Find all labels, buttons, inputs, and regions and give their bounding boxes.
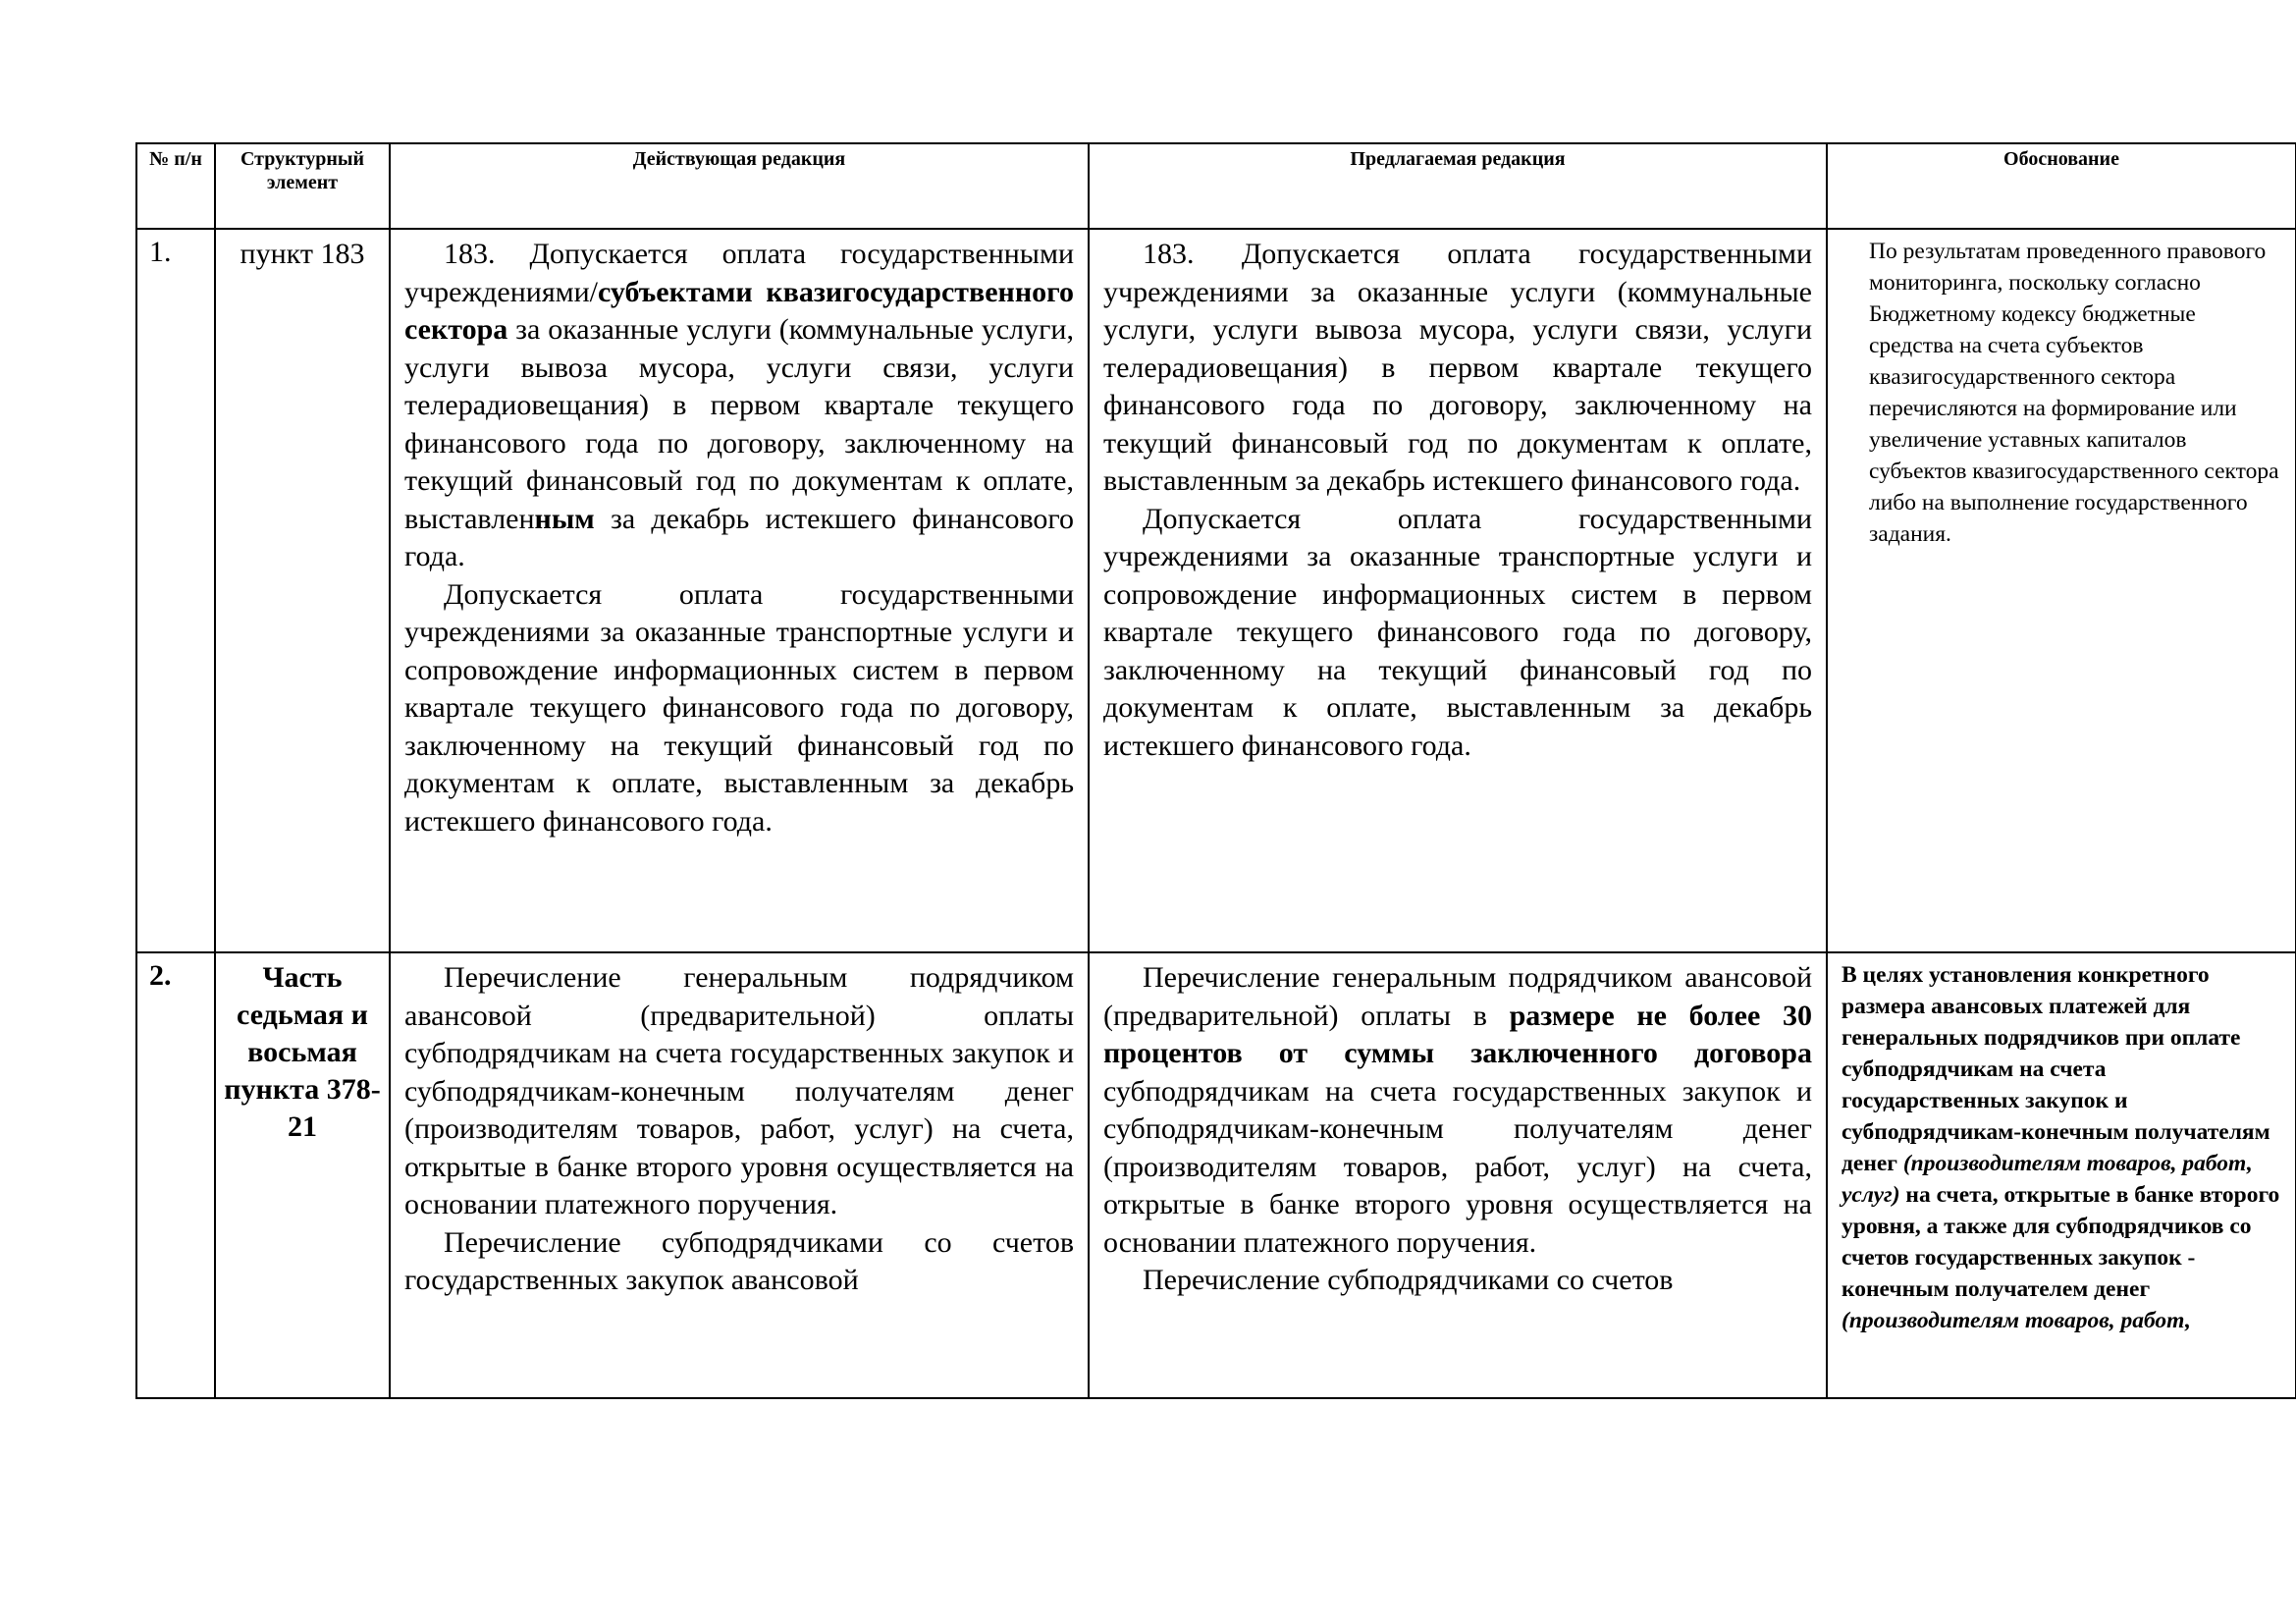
bold-text-run: размере не более 30 процентов от суммы заключенного договора	[1103, 999, 1813, 1069]
structural-element-text: Часть седьмая и восьмая пункта 378-21	[224, 961, 381, 1143]
text-run: за оказанные услуги (коммунальные услуги, услуги вывоза мусора, услуги связи, услуги телерадиовещания) в первом квартале текущего финансового года по договору, заключенному на текущий финансовый год по документам к оплате, выставлен	[404, 313, 1074, 535]
table-row	[136, 952, 2296, 1398]
text-run: за декабрь истекшего финансового года.	[404, 502, 1074, 572]
row-number-text: 2.	[149, 959, 172, 992]
table-row	[136, 229, 2296, 952]
header-current: Действующая редакция	[390, 143, 1089, 229]
header-element: Структурный элемент	[215, 143, 390, 229]
bold-text-run: на счета, открытые в банке второго уровня, а также для субподрядчиков со счетов государственных закупок - конечным получателем денег	[1842, 1182, 2280, 1302]
comparison-table	[135, 142, 2296, 1399]
current-paragraph: Допускается оплата государственными учреждениями за оказанные транспортные услуги и сопровождение информационных систем в первом квартале текущего финансового года по договору, заключенному на текущий финансовый год по документам к оплате, выставленным за декабрь истекшего финансового года.	[404, 577, 1074, 838]
bold-italic-text-run: (производителям товаров, работ,	[1842, 1308, 2191, 1333]
text-run: Перечисление генеральным подрядчиком авансовой (предварительной) оплаты в	[1103, 961, 1812, 1032]
header-row	[136, 143, 2296, 229]
justification-text	[1827, 952, 2296, 1398]
proposed-paragraph: Перечисление субподрядчиками со счетов	[1143, 1264, 1674, 1296]
text-run: субподрядчикам на счета государственных закупок и субподрядчикам-конечным получателям денег (производителям товаров, работ, услуг) на счета, открытые в банке второго уровня осуществляется на основании платежного поручения.	[1103, 1074, 1812, 1259]
structural-element	[215, 952, 390, 1398]
proposed-text	[1089, 229, 1827, 952]
justification-paragraph	[1842, 959, 2285, 1336]
bold-italic-text-run: (производителям товаров, работ, услуг)	[1842, 1151, 2253, 1208]
proposed-paragraph	[1103, 959, 1812, 1262]
current-text	[390, 952, 1089, 1398]
bold-text-run: В целях установления конкретного размера авансовых платежей для генеральных подрядчиков при оплате субподрядчикам на счета государственных закупок и субподрядчикам-конечным получателям денег	[1842, 962, 2270, 1176]
bold-text-run: субъектами квазигосударственного сектора	[404, 275, 1074, 346]
header-proposed: Предлагаемая редакция	[1089, 143, 1827, 229]
justification-text	[1827, 229, 2296, 952]
justification-paragraph: По результатам проведенного правового мониторинга, поскольку согласно Бюджетному кодексу бюджетные средства на счета субъектов квазигосударственного сектора перечисляются на формирование или увеличение уставных капиталов субъектов квазигосударственного сектора либо на выполнение государственного задания.	[1869, 239, 2279, 547]
bold-text-run: ным	[534, 502, 595, 535]
row-number: 1.	[136, 229, 215, 952]
proposed-paragraph: 183. Допускается оплата государственными учреждениями за оказанные услуги (коммунальные услуги, услуги вывоза мусора, услуги связи, услуги телерадиовещания) в первом квартале текущего финансового года по договору, заключенному на текущий финансовый год по документам к оплате, выставленным за декабрь истекшего финансового года.	[1103, 238, 1812, 497]
proposed-text	[1089, 952, 1827, 1398]
text-run: 183. Допускается оплата государственными учреждениями/	[404, 238, 1074, 308]
current-paragraph	[404, 236, 1074, 576]
header-justification: Обоснование	[1827, 143, 2296, 229]
row-number	[136, 952, 215, 1398]
current-paragraph: Перечисление субподрядчиками со счетов государственных закупок авансовой	[404, 1225, 1074, 1296]
current-paragraph: Перечисление генеральным подрядчиком авансовой (предварительной) оплаты субподрядчикам на счета государственных закупок и субподрядчикам-конечным получателям денег (производителям товаров, работ, услуг) на счета, открытые в банке второго уровня осуществляется на основании платежного поручения.	[404, 961, 1074, 1220]
current-text	[390, 229, 1089, 952]
proposed-paragraph: Допускается оплата государственными учреждениями за оказанные транспортные услуги и сопровождение информационных систем в первом квартале текущего финансового года по договору, заключенному на текущий финансовый год по документам к оплате, выставленным за декабрь истекшего финансового года.	[1103, 502, 1812, 762]
structural-element: пункт 183	[215, 229, 390, 952]
header-num: № п/н	[136, 143, 215, 229]
